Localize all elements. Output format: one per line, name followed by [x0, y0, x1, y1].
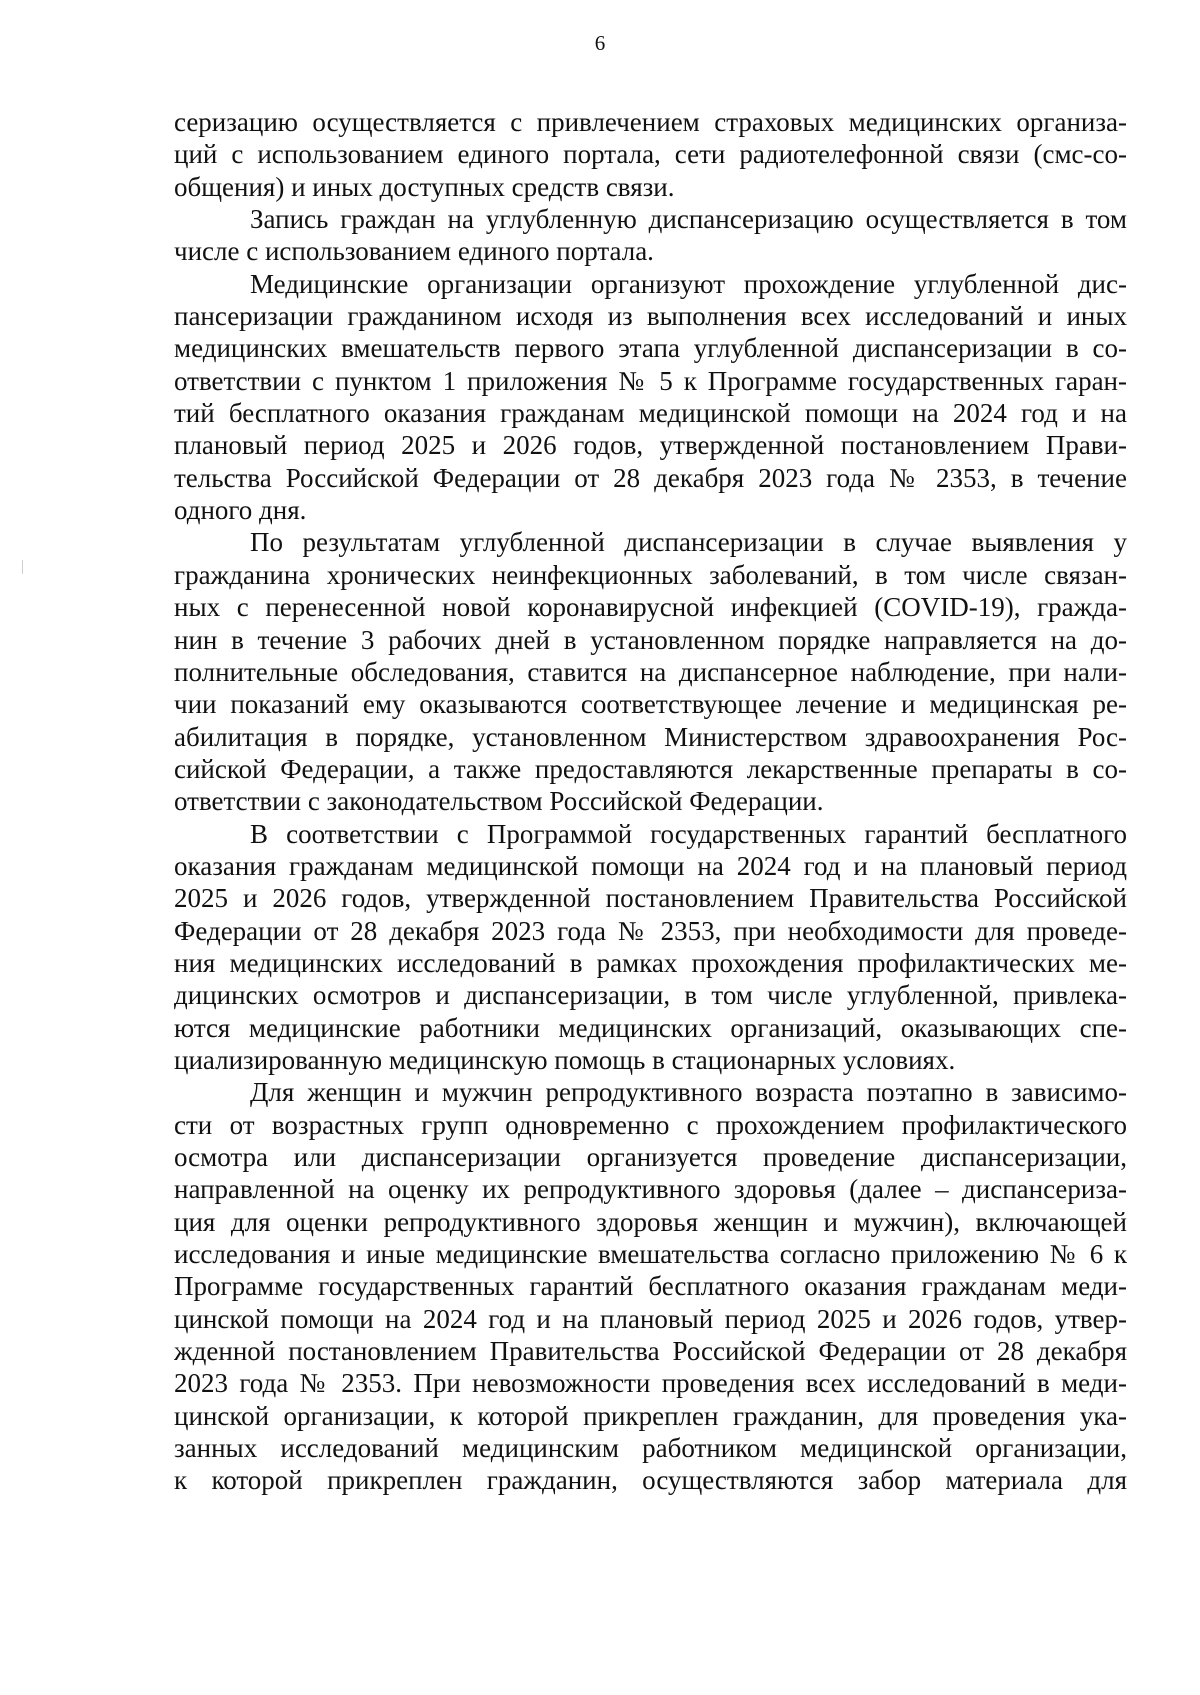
text-line: По результатам углубленной диспансеризации в случае выявления у — [250, 527, 1127, 558]
paragraph — [174, 1076, 1127, 1496]
text-line: серизацию осуществляется с привлечением страховых медицинских организа- — [174, 107, 1127, 137]
text-line: дицинских осмотров и диспансеризации, в том числе углубленной, привлека- — [174, 980, 1127, 1011]
text-line: 2023 года № 2353. При невозможности проведения всех исследований в меди- — [174, 1368, 1127, 1399]
paragraph — [174, 203, 1127, 268]
text-line: осмотра или диспансеризации организуется проведение диспансеризации, — [174, 1142, 1127, 1172]
text-line: 2025 и 2026 годов, утвержденной постановлением Правительства Российской — [174, 883, 1127, 914]
paragraph — [174, 106, 1127, 203]
text-line: нин в течение 3 рабочих дней в установленном порядке направляется на до- — [174, 624, 1127, 655]
text-line: сти от возрастных групп одновременно с прохождением профилактического — [174, 1109, 1127, 1140]
text-line: Программе государственных гарантий бесплатного оказания гражданам меди- — [174, 1271, 1127, 1302]
text-line: ния медицинских исследований в рамках прохождения профилактических ме- — [174, 947, 1127, 978]
text-line: одного дня. — [174, 495, 307, 526]
page-number: 6 — [594, 31, 606, 55]
text-line: исследования и иные медицинские вмешательства согласно приложению № 6 к — [174, 1239, 1127, 1270]
text-line: ция для оценки репродуктивного здоровья женщин и мужчин), включающей — [174, 1206, 1127, 1237]
text-line: тельства Российской Федерации от 28 декабря 2023 года № 2353, в течение — [174, 462, 1127, 493]
text-line: оказания гражданам медицинской помощи на 2024 год и на плановый период — [174, 850, 1127, 881]
paragraph — [174, 526, 1127, 817]
paragraph — [174, 818, 1127, 1077]
document-body — [174, 106, 1127, 1497]
text-line: медицинских вмешательств первого этапа углубленной диспансеризации в со- — [174, 333, 1127, 364]
text-line: сийской Федерации, а также предоставляются лекарственные препараты в со- — [174, 753, 1127, 784]
text-line: гражданина хронических неинфекционных заболеваний, в том числе связан- — [174, 559, 1127, 590]
text-line: Для женщин и мужчин репродуктивного возраста поэтапно в зависимо- — [250, 1077, 1127, 1108]
text-line: общения) и иных доступных средств связи. — [174, 171, 675, 202]
text-line: Федерации от 28 декабря 2023 года № 2353, при необходимости для проведе- — [174, 915, 1127, 946]
text-line: чии показаний ему оказываются соответствующее лечение и медицинская ре- — [174, 689, 1127, 720]
text-line: ются медицинские работники медицинских организаций, оказывающих спе- — [174, 1012, 1127, 1043]
text-line: тий бесплатного оказания гражданам медицинской помощи на 2024 год и на — [174, 398, 1127, 429]
text-line: полнительные обследования, ставится на диспансерное наблюдение, при нали- — [174, 656, 1127, 687]
text-line: пансеризации гражданином исходя из выполнения всех исследований и иных — [174, 301, 1127, 332]
text-line: ответствии с пунктом 1 приложения № 5 к Программе государственных гаран- — [174, 365, 1127, 396]
scan-margin-mark — [22, 560, 23, 574]
text-line: ответствии с законодательством Российской Федерации. — [174, 786, 824, 817]
text-line: жденной постановлением Правительства Российской Федерации от 28 декабря — [174, 1336, 1127, 1367]
text-line: занных исследований медицинским работником медицинской организации, — [174, 1433, 1127, 1464]
text-line: Медицинские организации организуют прохождение углубленной дис- — [250, 268, 1127, 299]
text-line: числе с использованием единого портала. — [174, 236, 654, 267]
text-line: В соответствии с Программой государственных гарантий бесплатного — [250, 818, 1127, 849]
text-line: к которой прикреплен гражданин, осуществляются забор материала для — [174, 1465, 1127, 1496]
text-line: Запись граждан на углубленную диспансеризацию осуществляется в том — [250, 204, 1127, 235]
text-line: цинской помощи на 2024 год и на плановый период 2025 и 2026 годов, утвер- — [174, 1303, 1127, 1334]
text-line: ций с использованием единого портала, сети радиотелефонной связи (смс-со- — [174, 139, 1127, 170]
text-line: направленной на оценку их репродуктивного здоровья (далее – диспансериза- — [174, 1174, 1127, 1205]
text-line: абилитация в порядке, установленном Министерством здравоохранения Рос- — [174, 721, 1127, 752]
paragraph — [174, 268, 1127, 527]
text-line: ных с перенесенной новой коронавирусной инфекцией (COVID-19), гражда- — [174, 592, 1127, 623]
text-line: циализированную медицинскую помощь в стационарных условиях. — [174, 1044, 956, 1075]
text-line: цинской организации, к которой прикреплен гражданин, для проведения ука- — [174, 1400, 1127, 1431]
text-line: плановый период 2025 и 2026 годов, утвержденной постановлением Прави- — [174, 430, 1127, 461]
